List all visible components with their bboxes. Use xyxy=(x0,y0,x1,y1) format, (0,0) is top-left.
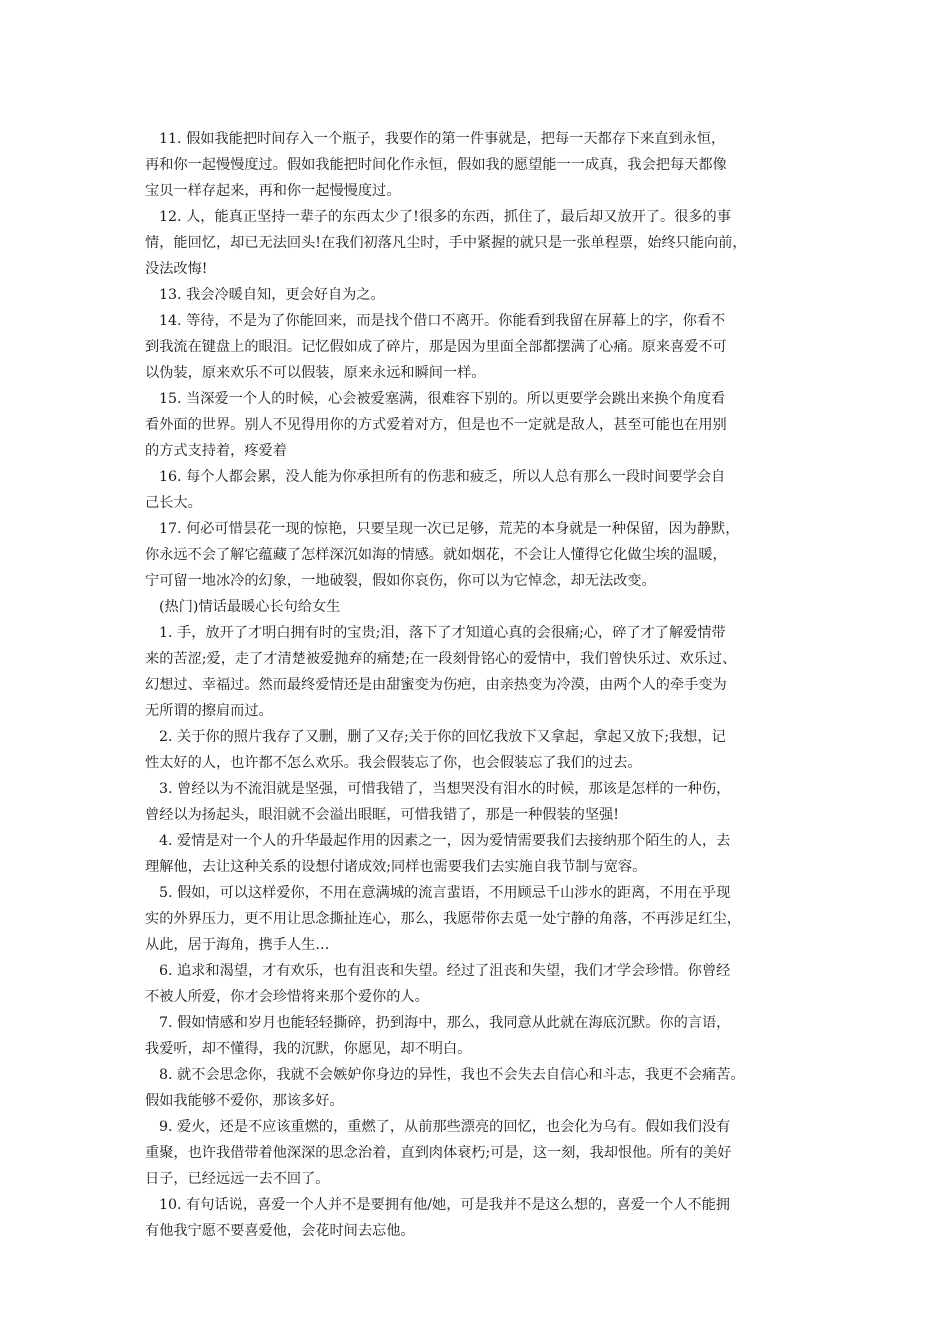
text-line: 2. 关于你的照片我存了又删，删了又存;关于你的回忆我放下又拿起，拿起又放下;我想，记 xyxy=(159,729,726,745)
text-line: 宝贝一样存起来，再和你一起慢慢度过。 xyxy=(145,183,401,199)
text-line: 再和你一起慢慢度过。假如我能把时间化作永恒，假如我的愿望能一一成真，我会把每天都像 xyxy=(145,157,727,173)
text-line: 重聚，也许我借带着他深深的思念治着，直到肉体衰朽;可是，这一刻，我却恨他。所有的美好 xyxy=(145,1145,732,1161)
text-line: 15. 当深爱一个人的时候，心会被爱塞满，很难容下别的。所以更要学会跳出来换个角度看 xyxy=(159,391,726,407)
text-line: (热门)情话最暖心长句给女生 xyxy=(159,599,341,615)
text-line: 幻想过、幸福过。然而最终爱情还是由甜蜜变为伤疤，由亲热变为冷漠，由两个人的牵手变为 xyxy=(145,677,727,693)
text-line: 16. 每个人都会累，没人能为你承担所有的伤悲和疲乏，所以人总有那么一段时间要学会自 xyxy=(159,469,726,485)
text-line: 1. 手，放开了才明白拥有时的宝贵;泪，落下了才知道心真的会很痛;心，碎了才了解爱情带 xyxy=(159,625,726,641)
text-line: 12. 人，能真正坚持一辈子的东西太少了!很多的东西，抓住了，最后却又放开了。很多的事 xyxy=(159,209,731,225)
text-line: 从此，居于海角，携手人生… xyxy=(145,937,330,953)
text-line: 情，能回忆，却已无法回头!在我们初落凡尘时，手中紧握的就只是一张单程票，始终只能向前， xyxy=(145,235,747,251)
text-line: 10. 有句话说，喜爱一个人并不是要拥有他/她，可是我并不是这么想的，喜爱一个人不能拥 xyxy=(159,1197,730,1213)
text-line: 14. 等待，不是为了你能回来，而是找个借口不离开。你能看到我留在屏幕上的字，你看不 xyxy=(159,313,726,329)
text-line: 实的外界压力，更不用让思念撕扯连心，那么，我愿带你去觅一处宁静的角落，不再涉足红尘， xyxy=(145,911,741,927)
text-line: 理解他，去让这种关系的设想付诸成效;同样也需要我们去实施自我节制与宽容。 xyxy=(145,859,647,875)
text-line: 性太好的人，也许都不怎么欢乐。我会假装忘了你，也会假装忘了我们的过去。 xyxy=(145,755,642,771)
text-line: 17. 何必可惜昙花一现的惊艳，只要呈现一次已足够，荒芜的本身就是一种保留，因为静默， xyxy=(159,521,740,537)
document-body xyxy=(145,126,825,1244)
text-line: 4. 爱情是对一个人的升华最起作用的因素之一，因为爱情需要我们去接纳那个陌生的人，去 xyxy=(159,833,731,849)
text-line: 的方式支持着，疼爱着 xyxy=(145,443,287,459)
text-line: 己长大。 xyxy=(145,495,202,511)
text-line: 5. 假如，可以这样爱你，不用在意满城的流言蜚语，不用顾忌千山涉水的距离，不用在乎现 xyxy=(159,885,731,901)
text-line: 宁可留一地冰冷的幻象，一地破裂，假如你哀伤，你可以为它悼念，却无法改变。 xyxy=(145,573,656,589)
text-line: 没法改悔! xyxy=(145,261,208,277)
text-line: 9. 爱火，还是不应该重燃的，重燃了，从前那些漂亮的回忆，也会化为乌有。假如我们没有 xyxy=(159,1119,731,1135)
text-line: 你永远不会了解它蕴藏了怎样深沉如海的情感。就如烟花，不会让人懂得它化做尘埃的温暖， xyxy=(145,547,727,563)
text-line: 无所谓的擦肩而过。 xyxy=(145,703,273,719)
text-line: 看外面的世界。别人不见得用你的方式爱着对方，但是也不一定就是敌人，甚至可能也在用别 xyxy=(145,417,727,433)
text-line: 日子，已经远远一去不回了。 xyxy=(145,1171,330,1187)
text-line: 来的苦涩;爱，走了才清楚被爱抛弃的痛楚;在一段刻骨铭心的爱情中，我们曾快乐过、欢乐过、 xyxy=(145,651,737,667)
text-line: 曾经以为扬起头，眼泪就不会溢出眼眶，可惜我错了，那是一种假装的坚强! xyxy=(145,807,619,823)
text-line: 假如我能够不爱你，那该多好。 xyxy=(145,1093,344,1109)
text-line: 13. 我会冷暖自知，更会好自为之。 xyxy=(159,287,385,303)
text-line: 8. 就不会思念你，我就不会嫉妒你身边的异性，我也不会失去自信心和斗志，我更不会痛苦。 xyxy=(159,1067,745,1083)
text-line: 我爱听，却不懂得，我的沉默，你愿见，却不明白。 xyxy=(145,1041,472,1057)
text-line: 不被人所爱，你才会珍惜将来那个爱你的人。 xyxy=(145,989,429,1005)
text-line: 3. 曾经以为不流泪就是坚强，可惜我错了，当想哭没有泪水的时候，那该是怎样的一种伤， xyxy=(159,781,731,797)
text-line: 6. 追求和渴望，才有欢乐，也有沮丧和失望。经过了沮丧和失望，我们才学会珍惜。你曾经 xyxy=(159,963,731,979)
text-line: 到我流在键盘上的眼泪。记忆假如成了碎片，那是因为里面全部都摆满了心痛。原来喜爱不可 xyxy=(145,339,727,355)
text-line: 以伪装，原来欢乐不可以假装，原来永远和瞬间一样。 xyxy=(145,365,486,381)
text-line: 有他我宁愿不要喜爱他，会花时间去忘他。 xyxy=(145,1223,415,1239)
text-line: 7. 假如情感和岁月也能轻轻撕碎，扔到海中，那么，我同意从此就在海底沉默。你的言语， xyxy=(159,1015,731,1031)
text-line: 11. 假如我能把时间存入一个瓶子，我要作的第一件事就是，把每一天都存下来直到永恒， xyxy=(159,131,726,147)
